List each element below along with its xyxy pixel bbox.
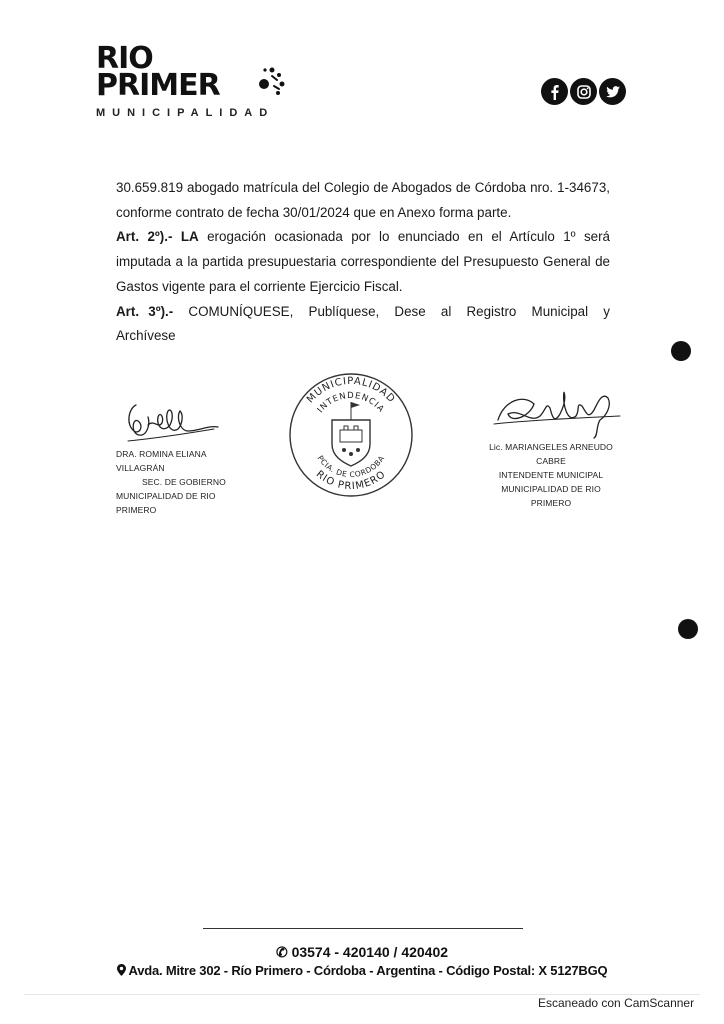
article-2-label: Art. 2º).- LA — [116, 229, 199, 245]
municipality-logo — [96, 41, 296, 124]
twitter-icon — [599, 78, 626, 105]
signer-name-right: Lic. MARIANGELES ARNEUDO CABRE — [489, 442, 613, 466]
logo-subtitle: MUNICIPALIDAD — [96, 107, 275, 119]
seal-town-text: RIO PRIMERO — [313, 468, 389, 493]
handwritten-signature-right — [490, 380, 630, 440]
signer-org-right: MUNICIPALIDAD DE RIO PRIMERO — [501, 484, 601, 508]
signature-block-right — [486, 380, 626, 508]
footer-phone-text: 03574 - 420140 / 420402 — [291, 944, 449, 960]
footer-address — [0, 963, 724, 978]
scan-bottom-divider — [24, 994, 700, 995]
signer-role-left: SEC. DE GOBIERNO — [142, 477, 226, 487]
footer-address-text: Avda. Mitre 302 - Río Primero - Córdoba - Argentina - Código Postal: X 5127BGQ — [128, 963, 608, 978]
instagram-icon — [570, 78, 597, 105]
social-icons — [541, 78, 626, 105]
article-3-label: Art. 3º).- — [116, 303, 174, 319]
logo-line2: PRIMER — [96, 68, 220, 103]
logo-sun-icon — [248, 62, 288, 102]
resolution-body — [116, 176, 610, 349]
article-2-text: erogación ocasionada por lo enunciado en el Artículo 1º será imputada a la partida presupuestaria correspondiente del Presupuesto General de Gastos vigente para el corriente Ejercicio Fiscal. — [116, 229, 611, 294]
municipal-seal — [288, 372, 414, 498]
footer-divider — [203, 928, 523, 929]
article-3-text: COMUNÍQUESE, Publíquese, Dese al Registro Municipal y Archívese — [116, 303, 610, 344]
signer-org-left: MUNICIPALIDAD DE RIO PRIMERO — [116, 491, 216, 515]
handwritten-signature-left — [118, 395, 228, 445]
svg-text:MUNICIPALIDAD — [305, 376, 397, 405]
article-3 — [116, 300, 610, 349]
seal-inner-text: INTENDENCIA — [315, 390, 387, 416]
paragraph-contract: 30.659.819 abogado matrícula del Colegio de Abogados de Córdoba nro. 1-34673, conforme contrato de fecha 30/01/2024 que en Anexo forma parte. — [116, 180, 610, 220]
logo-line1: RIO — [96, 41, 153, 76]
signature-caption-right — [488, 440, 614, 510]
seal-top-text: MUNICIPALIDAD — [304, 375, 398, 406]
punch-hole-lower — [678, 619, 698, 639]
camscanner-watermark: Escaneado con CamScanner — [538, 996, 695, 1010]
location-pin-icon — [117, 964, 126, 976]
phone-icon: ✆ — [275, 944, 288, 960]
signer-name-left: DRA. ROMINA ELIANA VILLAGRÁN — [116, 449, 207, 473]
punch-hole-upper — [671, 341, 691, 361]
footer-phone — [0, 944, 724, 961]
signature-block-left — [112, 395, 252, 515]
facebook-icon — [541, 78, 568, 105]
seal-province-text: PCIA. DE CORDOBA — [315, 453, 387, 480]
article-2 — [116, 225, 610, 299]
signer-role-right: INTENDENTE MUNICIPAL — [498, 470, 604, 480]
signature-caption-left — [116, 447, 252, 517]
